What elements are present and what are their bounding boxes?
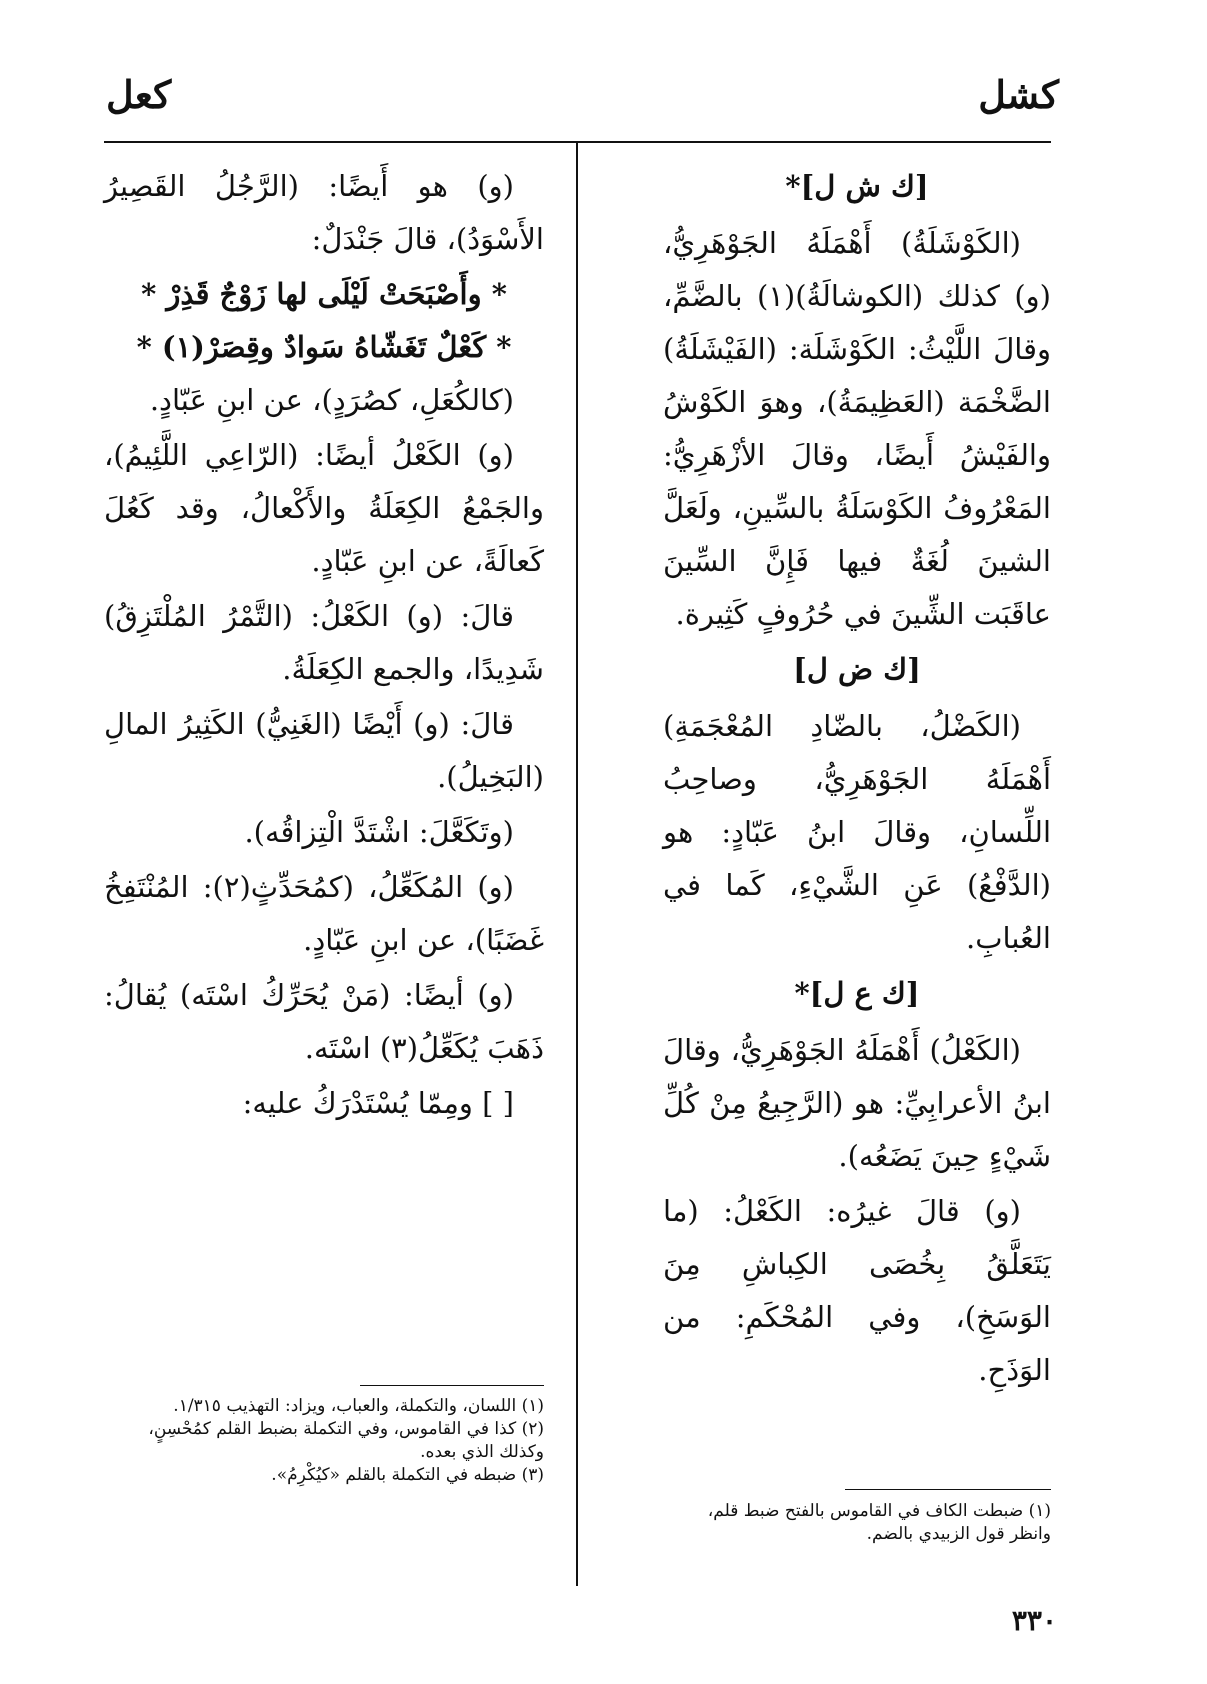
entry-paragraph: (و) هو أَيضًا: (الرَّجُلُ القَصِيرُ الأَسْوَدُ)، قالَ جَنْدَلٌ: [104,169,544,256]
footnote: (١) اللسان، والتكملة، والعباب، ويزاد: التهذيب ١/٣١٥. [173,1396,544,1416]
section-heading: [ك ش ل]* [785,169,929,203]
footnote: (٢) كذا في القاموس، وفي التكملة بضبط القلم كمُحْسِنٍ، وكذلك الذي بعده. [148,1419,544,1462]
footnote-rule-right [845,1489,1051,1490]
verse-line: * كَعْلٌ تَغَشّاهُ سَوادٌ وقِصَرْ(١) * [136,330,512,364]
footnote: (١) ضبطت الكاف في القاموس بالفتح ضبط قلم، وانظر قول الزبيدي بالضم. [707,1501,1051,1544]
left-column [104,160,544,1132]
entry-paragraph: (الكَضْلُ، بالضّادِ المُعْجَمَةِ) أَهْمَلَهُ الجَوْهَرِيُّ، وصاحِبُ اللِّسانِ، وقالَ ابنُ عَبّادٍ: هو (الدَّفْعُ) عَنِ الشَّيْءِ، كَما في العُبابِ. [663,709,1051,955]
entry-paragraph: (كالكُعَلِ، كصُرَدٍ)، عن ابنِ عَبّادٍ. [149,383,514,417]
footnotes-right [663,1500,1051,1546]
header-guide-word-left: كعل [106,72,172,117]
footnote: (٣) ضبطه في التكملة بالقلم «كيُكْرِمُ». [271,1465,544,1485]
column-divider [576,141,578,1586]
entry-paragraph: قالَ: (و) الكَعْلُ: (التَّمْرُ المُلْتَزِقُ) شَدِيدًا، والجمع الكِعَلَةُ. [104,599,544,686]
section-heading: [ك ع ل]* [794,976,920,1010]
entry-paragraph: (و) قالَ غيرُه: الكَعْلُ: (ما يَتَعَلَّقُ بِخُصَى الكِباشِ مِنَ الوَسَخِ)، وفي المُحْكَمِ: من الوَذَحِ. [663,1194,1051,1387]
entry-paragraph: (وتَكَعَّلَ: اشْتَدَّ الْتِزاقُه). [244,815,514,849]
right-column [663,160,1051,1399]
section-heading: [ك ض ل] [793,652,921,686]
entry-paragraph: قالَ: (و) أَيْضًا (الغَنِيُّ) الكَثِيرُ المالِ (البَخِيلُ). [104,707,544,794]
entry-paragraph: (الكَوْشَلَةُ) أَهْمَلَهُ الجَوْهَرِيُّ، (و) كذلك (الكوشالَةُ)(١) بالضَّمِّ، وقالَ اللَّيْثُ: الكَوْشَلَة: (الفَيْشَلَةُ) الضَّخْمَة (العَظِيمَةُ)، وهوَ الكَوْشُ والفَيْشُ أَيضًا، وقالَ الأزْهَرِيُّ: المَعْرُوفُ الكَوْسَلَةُ بالسِّينِ، ولَعَلَّ الشينَ لُغَةٌ فيها فَإِنَّ السِّينَ عاقَبَت الشِّينَ في حُرُوفٍ كَثِيرة. [663,226,1051,631]
header-guide-word-right: كشل [978,72,1059,117]
entry-paragraph: (و) الكَعْلُ أيضًا: (الرّاعِي اللَّئِيمُ)، والجَمْعُ الكِعَلَةُ والأَكْعالُ، وقد كَعُلَ كَعالَةً، عن ابنِ عَبّادٍ. [104,438,544,578]
footnotes-left [104,1395,544,1487]
entry-paragraph: [ ] ومِمّا يُسْتَدْرَكُ عليه: [242,1086,514,1120]
entry-paragraph: (و) أيضًا: (مَنْ يُحَرِّكُ اسْتَه) يُقالُ: ذَهَبَ يُكَعِّلُ(٣) اسْتَه. [104,978,544,1065]
footnote-rule-left [360,1385,544,1386]
page-number: ٣٣٠ [1011,1604,1057,1637]
entry-paragraph: (و) المُكَعِّلُ، (كمُحَدِّثٍ(٢): المُنْتَفِخُ غَضَبًا)، عن ابنِ عَبّادٍ. [104,870,544,957]
entry-paragraph: (الكَعْلُ) أَهْمَلَهُ الجَوْهَرِيُّ، وقالَ ابنُ الأعرابِيِّ: هو (الرَّجِيعُ مِنْ كُلِّ شَيْءٍ حِينَ يَضَعُه). [663,1033,1051,1173]
verse-line: * وأَصْبَحَتْ لَيْلَى لها زَوْجٌ قَذِرْ * [141,277,507,311]
